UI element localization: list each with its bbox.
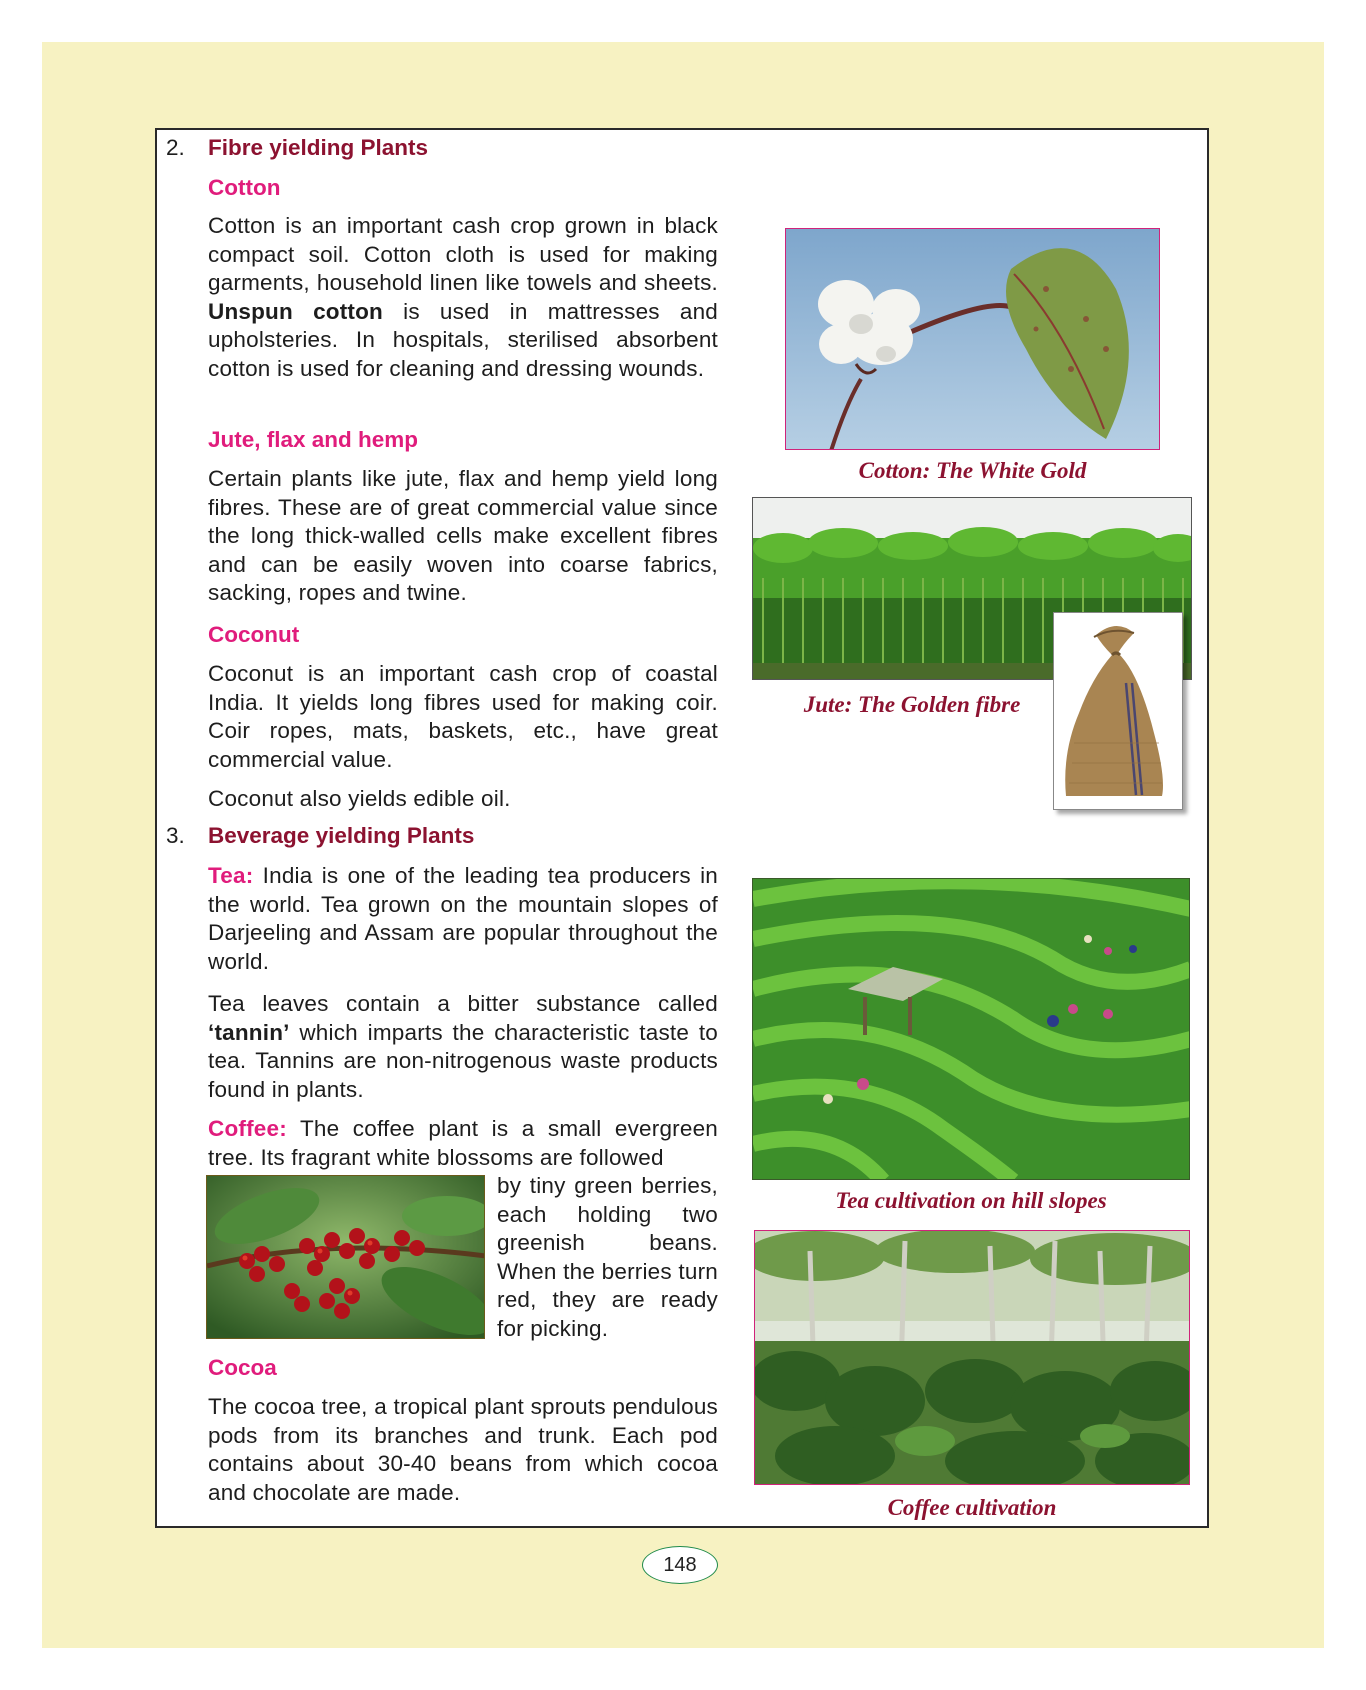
paragraph-coffee-berries: by tiny green berries, each holding two greenish beans. When the berries turn red, they are ready for picking. xyxy=(497,1173,718,1341)
heading-cocoa: Cocoa xyxy=(208,1355,277,1380)
section-number: 2. xyxy=(166,135,185,160)
paragraph-jute: Certain plants like jute, flax and hemp yield long fibres. These are of great commercial value since the long thick-walled cells make excellent fibres and can be easily woven into coarse fabrics, sacking, ropes and twine. xyxy=(208,466,718,606)
caption-tea: Tea cultivation on hill slopes xyxy=(835,1188,1107,1213)
paragraph-coconut-oil: Coconut also yields edible oil. xyxy=(208,786,511,811)
page-number: 148 xyxy=(642,1546,718,1584)
tea-plantation-photo xyxy=(752,878,1190,1180)
caption-cotton: Cotton: The White Gold xyxy=(858,458,1087,483)
paragraph-tannin: Tea leaves contain a bitter substance called ‘tannin’ which imparts the characteristic taste to tea. Tannins are non-nitrogenous waste products found in plants. xyxy=(208,991,718,1102)
paragraph-cotton: Cotton is an important cash crop grown in black compact soil. Cotton cloth is used for making garments, household linen like towels and sheets. Unspun cotton is used in mattresses and upholsteries. In hospitals, sterilised absorbent cotton is used for cleaning and dressing wounds. xyxy=(208,213,719,381)
heading-cotton: Cotton xyxy=(208,175,281,200)
caption-jute: Jute: The Golden fibre xyxy=(803,692,1021,717)
section-number: 3. xyxy=(166,823,185,848)
section-title-fibre: Fibre yielding Plants xyxy=(208,135,429,160)
coffee-berries-photo xyxy=(206,1175,485,1339)
coffee-plantation-photo xyxy=(754,1230,1190,1485)
heading-jute: Jute, flax and hemp xyxy=(208,427,419,452)
paragraph-tea: Tea: India is one of the leading tea producers in the world. Tea grown on the mountain slopes of Darjeeling and Assam are popular throughout the world. xyxy=(208,863,718,974)
jute-sack-photo xyxy=(1053,612,1183,810)
cotton-photo xyxy=(785,228,1160,450)
caption-coffee: Coffee cultivation xyxy=(887,1495,1057,1520)
heading-coconut: Coconut xyxy=(208,622,300,647)
paragraph-cocoa: The cocoa tree, a tropical plant sprouts pendulous pods from its branches and trunk. Each pod contains about 30-40 beans from which cocoa and chocolate are made. xyxy=(208,1394,718,1505)
section-title-beverage: Beverage yielding Plants xyxy=(208,823,475,848)
paragraph-coconut: Coconut is an important cash crop of coastal India. It yields long fibres used for making coir. Coir ropes, mats, baskets, etc., have great commercial value. xyxy=(208,661,718,772)
paragraph-coffee: Coffee: The coffee plant is a small evergreen tree. Its fragrant white blossoms are followed xyxy=(208,1116,718,1170)
